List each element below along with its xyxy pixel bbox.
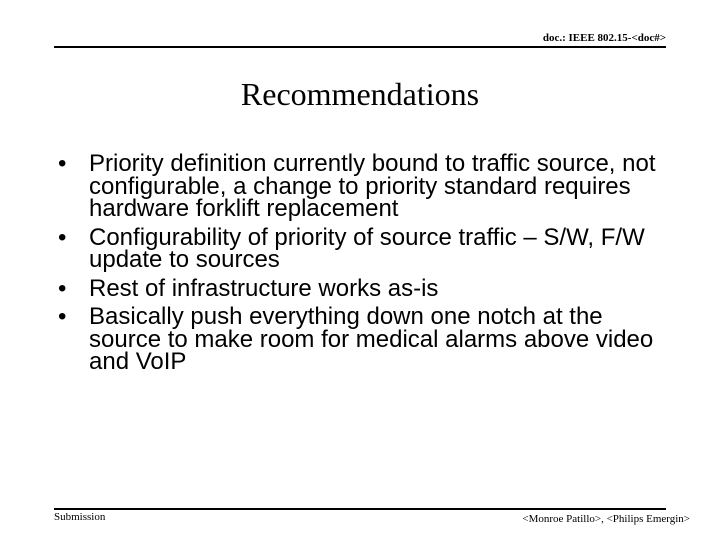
bullet-text: Basically push everything down one notch at the source to make room for medical alarms above video and VoIP [89,303,654,375]
footer-rule [54,508,666,510]
bullet-icon: • [58,303,67,330]
header-doc-id: doc.: IEEE 802.15-<doc#> [542,32,666,44]
footer-submission: Submission [54,511,106,523]
bullet-item [54,223,674,273]
bullet-item [54,274,674,302]
bullet-list [54,150,674,380]
bullet-icon: • [58,223,67,251]
bullet-icon: • [58,274,67,302]
bullet-item [54,303,674,375]
footer-authors: <Monroe Patillo>, <Philips Emergin> [522,513,690,525]
bullet-text: Configurability of priority of source traffic – S/W, F/W update to sources [89,223,645,273]
bullet-text: Rest of infrastructure works as-is [89,274,439,302]
bullet-icon: • [58,150,67,177]
bullet-item [54,150,674,222]
slide-title: Recommendations [240,76,480,112]
header-rule [54,46,666,48]
bullet-text: Priority definition currently bound to traffic source, not configurable, a change to priority standard requires hardware forklift replacement [89,150,656,222]
